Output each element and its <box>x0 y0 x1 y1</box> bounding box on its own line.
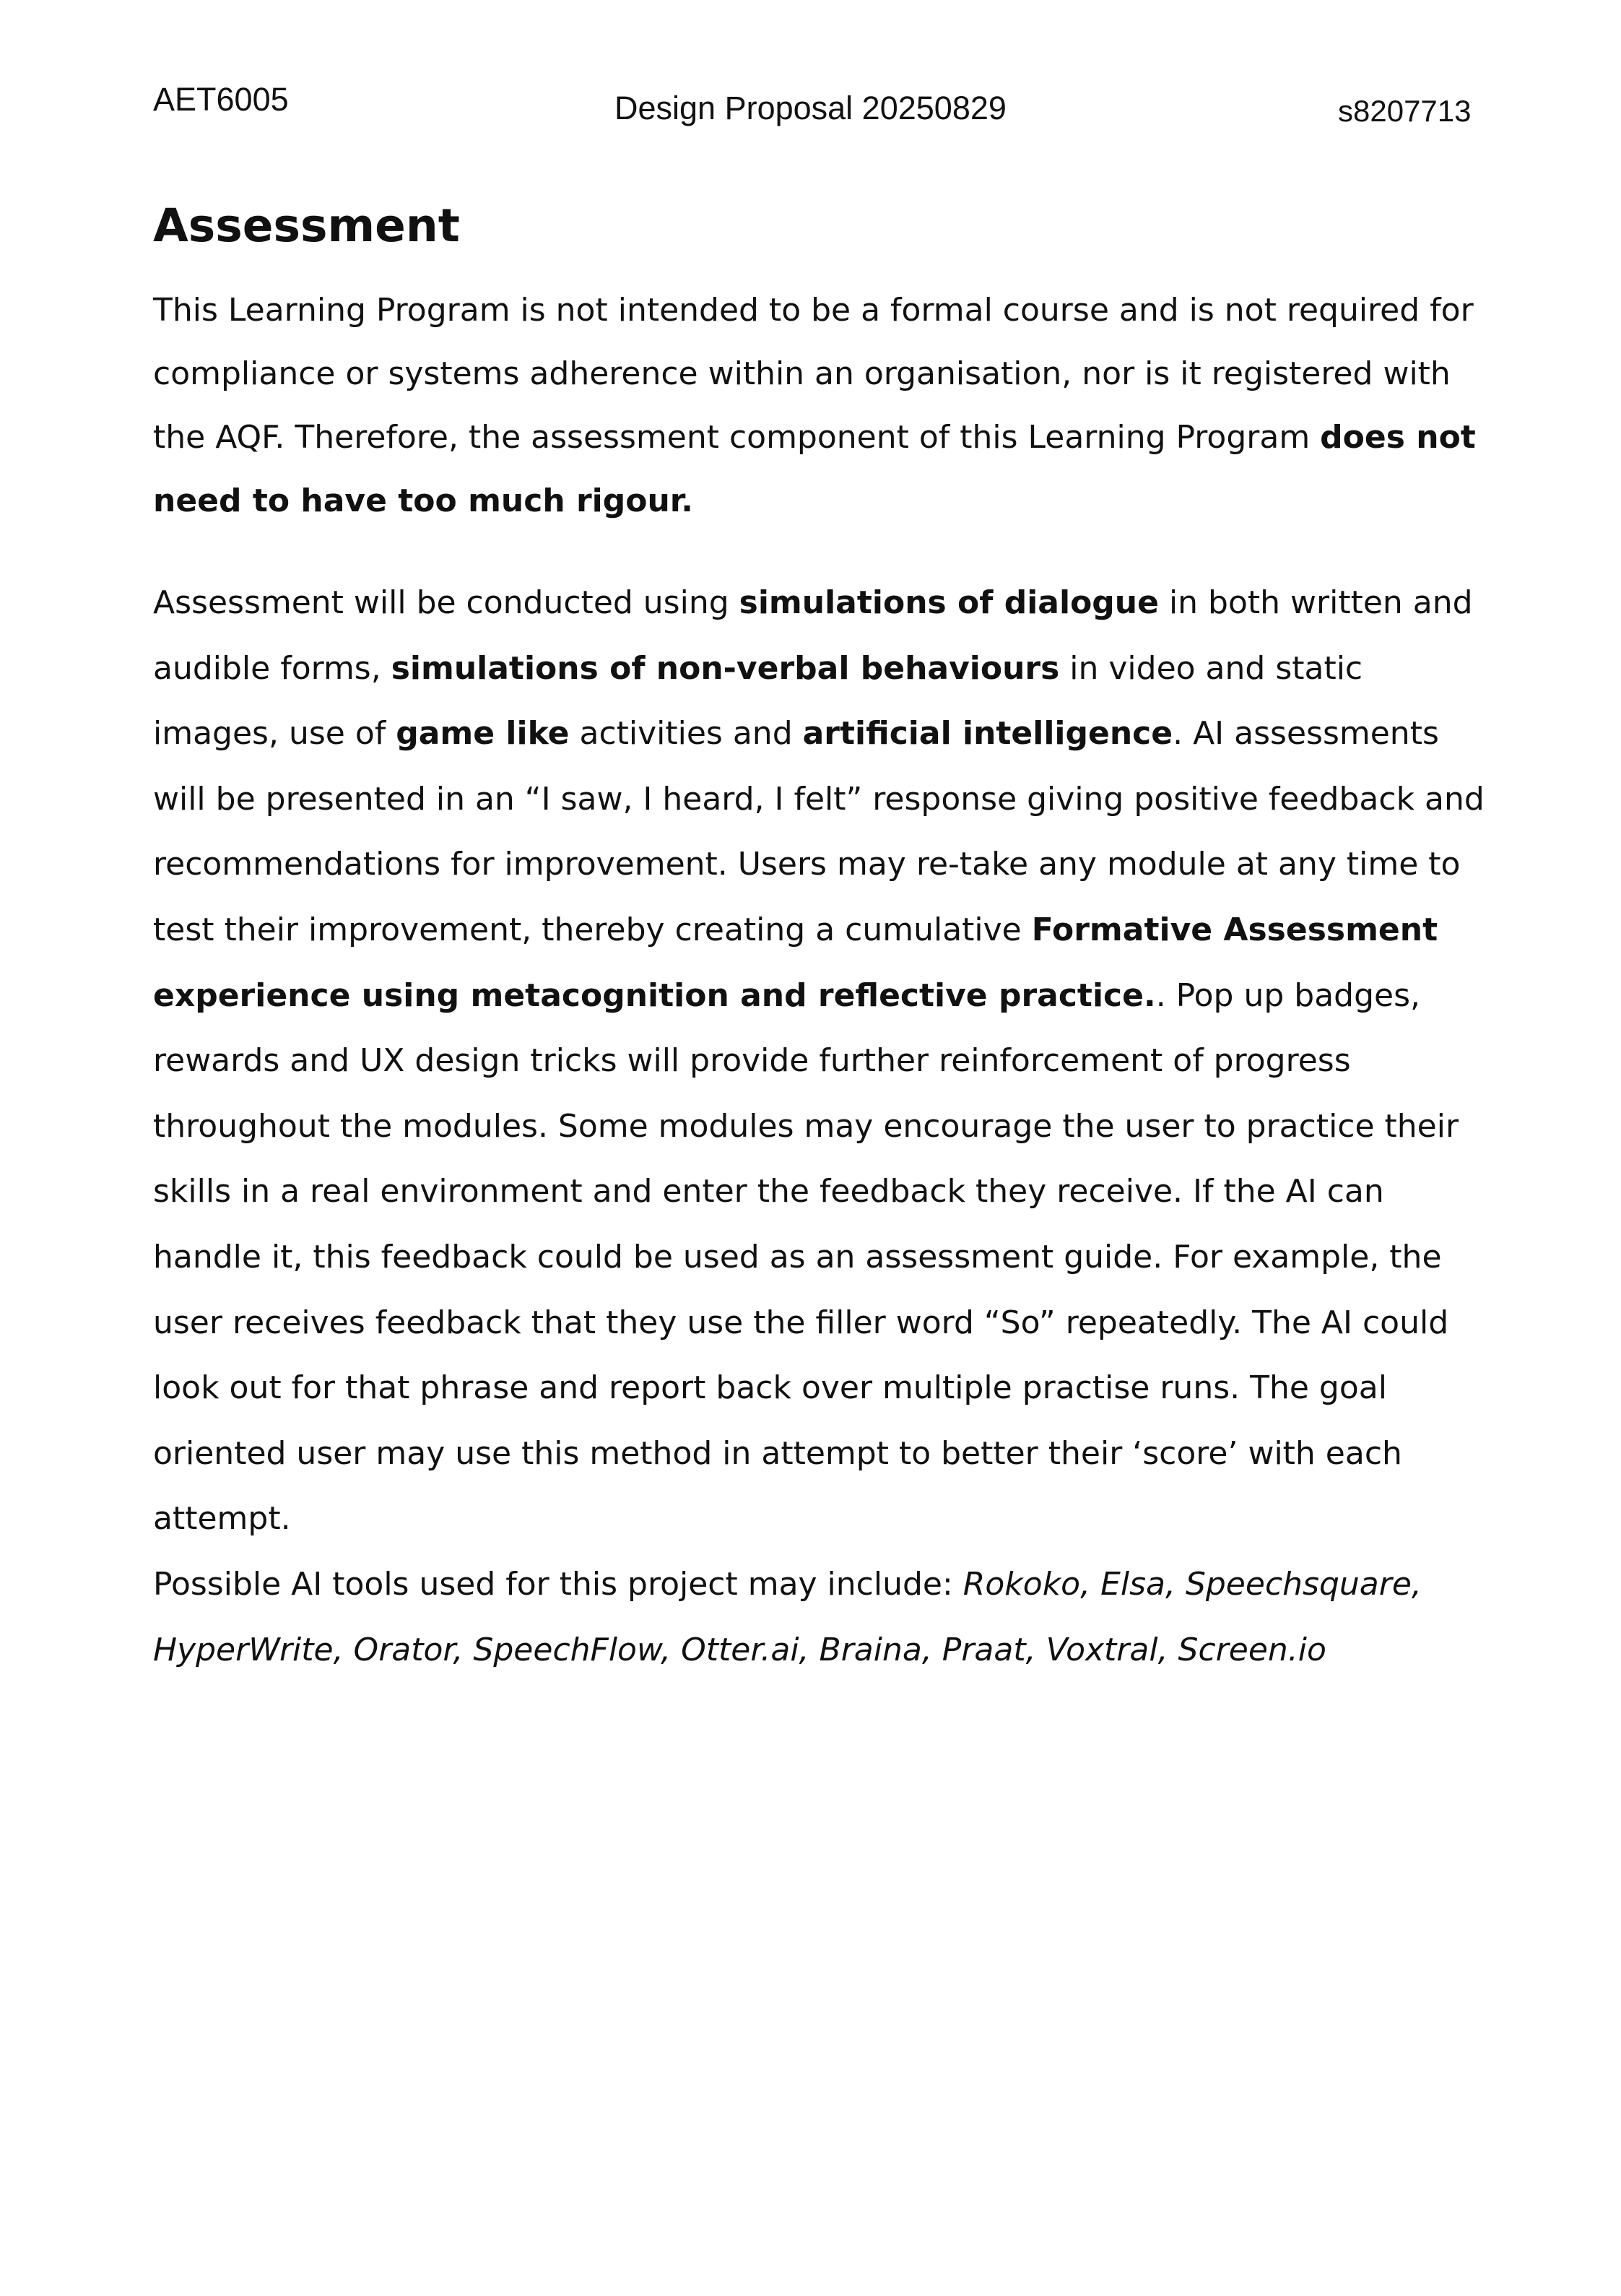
emphasis-text: artificial intelligence <box>802 715 1173 753</box>
paragraph-assessment-method <box>153 571 1496 1552</box>
ai-tools-list: Rokoko, Elsa, Speechsquare, HyperWrite, Orator, SpeechFlow, Otter.ai, Braina, Praat, Voxtral, Screen.io <box>153 1565 1422 1668</box>
header-document-title: Design Proposal 20250829 <box>614 90 1007 126</box>
paragraph-text: activities and <box>569 715 803 753</box>
paragraph-ai-tools <box>153 1552 1496 1683</box>
paragraph-text: Assessment will be conducted using <box>153 584 739 621</box>
paragraph-text: This Learning Program is not intended to be a formal course and is not required for compliance or systems adherence within an organisation, nor is it registered with the AQF. Therefore, the assessment component of this Learning Program <box>153 292 1474 456</box>
paragraph-text: . AI assessments will be presented in an “I saw, I heard, I felt” response giving positive feedback and recommendations for improvement. Users may re-take any module at any time to test their improvement, thereby creating a cumulative <box>153 715 1485 948</box>
paragraph-intro <box>153 279 1496 533</box>
emphasis-text: does not need to have too much rigour. <box>153 419 1476 519</box>
paragraph-text: in both written and audible forms, <box>153 584 1473 687</box>
emphasis-text: simulations of non-verbal behaviours <box>391 649 1060 687</box>
document-body <box>153 194 1496 1683</box>
paragraph-text: in video and static images, use of <box>153 649 1363 753</box>
emphasis-text: game like <box>396 715 570 753</box>
header-course-code: AET6005 <box>153 81 289 118</box>
emphasis-text: simulations of dialogue <box>739 584 1159 621</box>
section-heading: Assessment <box>153 199 460 252</box>
paragraph-text: Possible AI tools used for this project may include: <box>153 1565 963 1603</box>
emphasis-text: Formative Assessment experience using metacognition and reflective practice. <box>153 911 1438 1014</box>
paragraph-text: . Pop up badges, rewards and UX design tricks will provide further reinforcement of progress throughout the modules. Some modules may encourage the user to practice their skills in a real environment and enter the feedback they receive. If the AI can handle it, this feedback could be used as an assessment guide. For example, the user receives feedback that they use the filler word “So” repeatedly. The AI could look out for that phrase and report back over multiple practise runs. The goal oriented user may use this method in attempt to better their ‘score’ with each attempt. <box>153 976 1459 1538</box>
header-student-id: s8207713 <box>1338 94 1472 128</box>
